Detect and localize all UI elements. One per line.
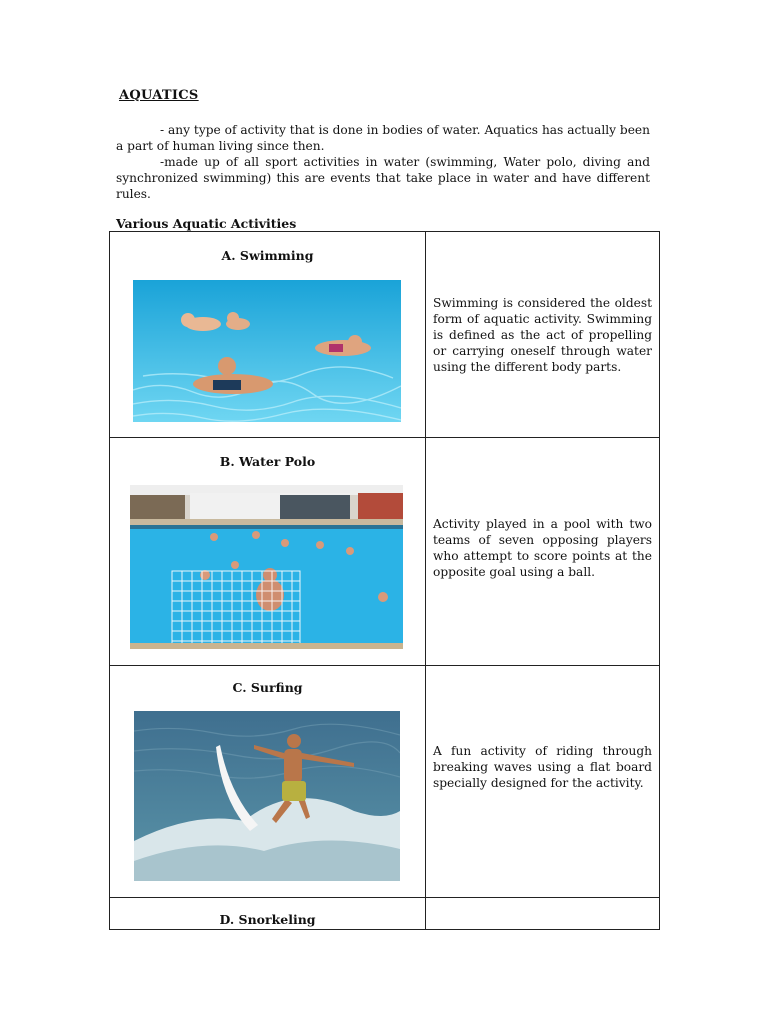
activity-name: B. Water Polo: [219, 454, 316, 469]
activity-name: A. Swimming: [221, 248, 314, 263]
table-row: [110, 232, 660, 438]
activities-table: [109, 231, 660, 930]
description-cell-snorkeling: [426, 898, 660, 930]
table-row: [110, 666, 660, 898]
surfer-on-wave-photo: [134, 711, 400, 881]
activity-cell-surfing: [110, 666, 426, 898]
activity-cell-snorkeling: [110, 898, 426, 930]
activity-cell-water-polo: [110, 438, 426, 666]
table-row: [110, 438, 660, 666]
activity-description: Activity played in a pool with two teams of seven opposing players who attempt to score points at the opposite goal using a ball.: [433, 517, 652, 579]
activity-cell-swimming: [110, 232, 426, 438]
activity-name: C. Surfing: [232, 680, 303, 695]
description-cell-swimming: [426, 232, 660, 438]
page-title: AQUATICS: [119, 88, 199, 103]
activity-description: A fun activity of riding through breaking waves using a flat board specially designed for the activity.: [433, 744, 652, 790]
table-row: [110, 898, 660, 930]
activity-description: Swimming is considered the oldest form of aquatic activity. Swimming is defined as the act of propelling or carrying oneself through water using the different body parts.: [433, 296, 652, 374]
activity-name: D. Snorkeling: [219, 912, 316, 927]
swimmers-underwater-photo: [133, 280, 401, 422]
description-cell-water-polo: [426, 438, 660, 666]
section-heading: Various Aquatic Activities: [116, 216, 297, 231]
water-polo-pool-photo: [130, 485, 403, 649]
intro-paragraph-2: -made up of all sport activities in water (swimming, Water polo, diving and synchronized swimming) this are events that take place in water and have different rules.: [116, 155, 650, 201]
intro-paragraph-1: - any type of activity that is done in bodies of water. Aquatics has actually been a part of human living since then.: [116, 123, 650, 153]
description-cell-surfing: [426, 666, 660, 898]
